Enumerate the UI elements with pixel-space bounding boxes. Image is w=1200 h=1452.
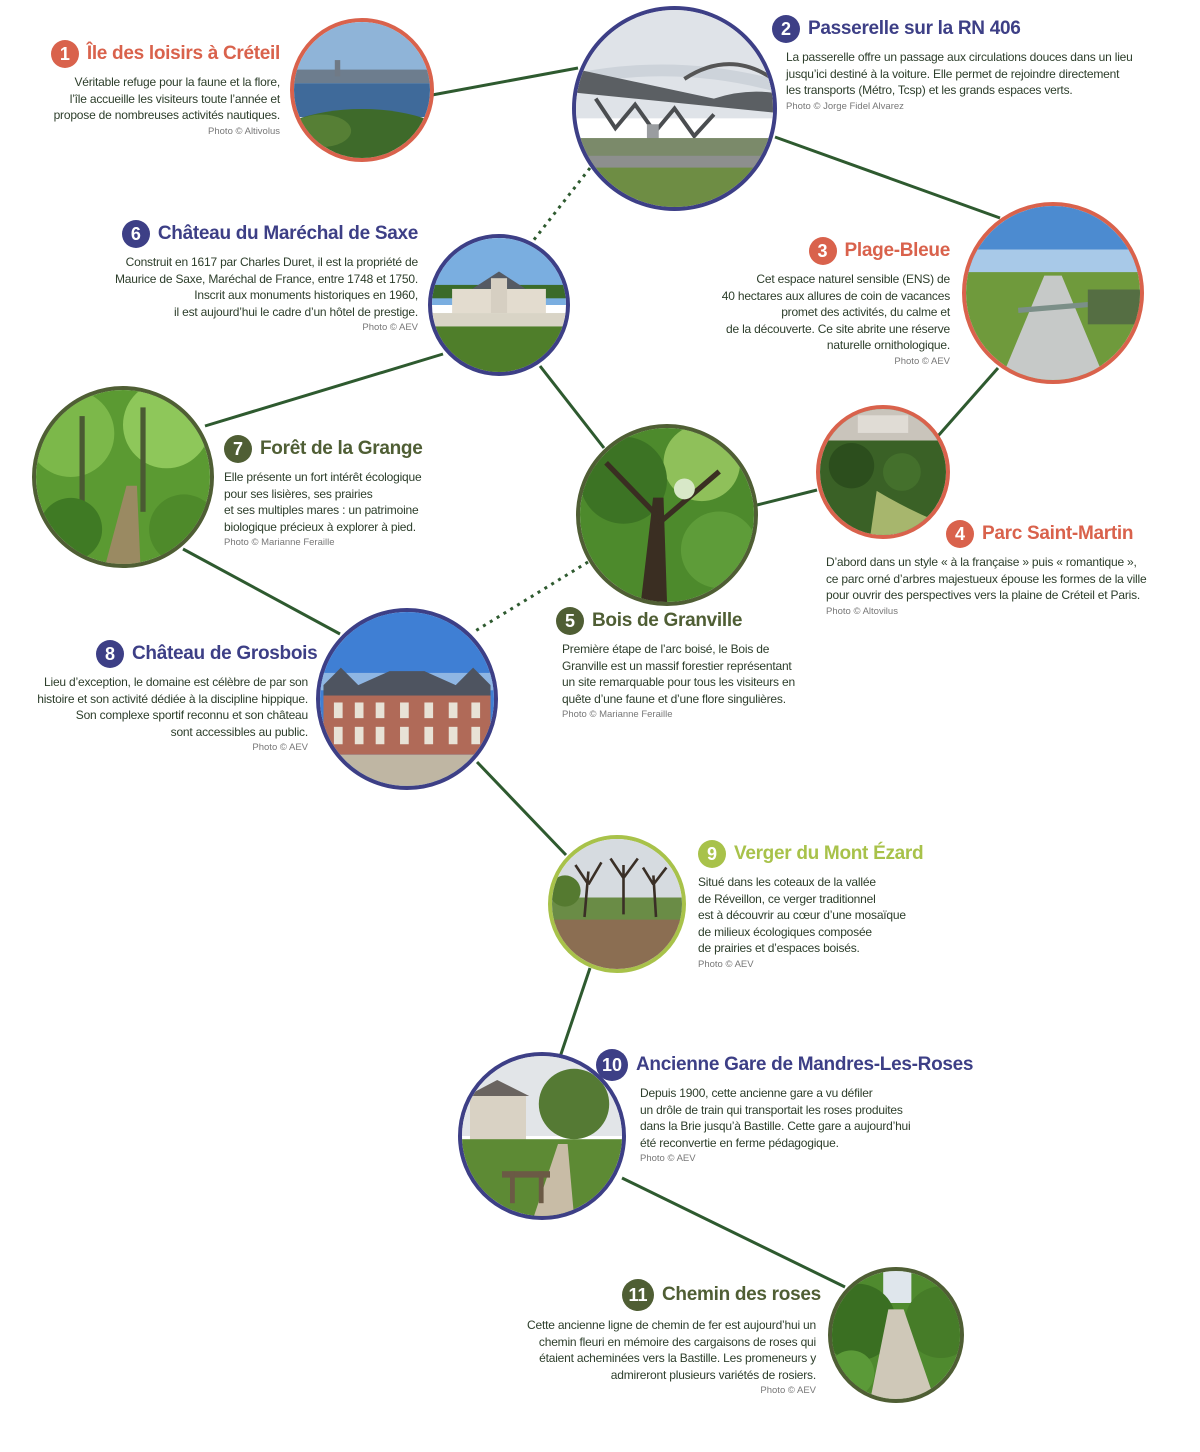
badge-5: 5	[556, 607, 584, 635]
site-4-title: Parc Saint-Martin	[982, 523, 1134, 544]
site-9-description: Situé dans les coteaux de la vallée de Réveillon, ce verger traditionnel est à découvrir au cœur d’une mosaïque de milieux écologiques composée de prairies et d’espaces boisés.	[698, 875, 906, 955]
site-11	[500, 1279, 821, 1396]
link-1-2	[432, 68, 578, 95]
site-8-title: Château de Grosbois	[132, 643, 318, 664]
site-4-description: D’abord dans un style « à la française » puis « romantique », ce parc orné d’arbres majestueux épouse les formes de la ville pour ouvrir des perspectives vers la plaine de Créteil et Paris.	[826, 555, 1147, 602]
badge-1: 1	[51, 40, 79, 68]
site-4	[826, 520, 1186, 617]
site-2-description: La passerelle offre un passage aux circulations douces dans un lieu jusqu’ici destiné à la voiture. Elle permet de rejoindre directement les transports (Métro, Tcsp) et les grands espaces verts.	[786, 50, 1133, 97]
badge-6: 6	[122, 220, 150, 248]
site-7	[224, 435, 484, 548]
site-5-description: Première étape de l’arc boisé, le Bois de Granville est un massif forestier représentant un site remarquable pour tous les visiteurs en quête d’une faune et d’une flore singulières.	[562, 642, 795, 706]
site-11-description: Cette ancienne ligne de chemin de fer est aujourd’hui un chemin fleuri en mémoire des cargaisons de roses qui étaient acheminées vers la Bastille. Les promeneurs y admireront plusieurs variétés de rosiers.	[527, 1318, 816, 1382]
site-10	[596, 1049, 976, 1164]
forest-canopy-photo	[576, 424, 758, 606]
site-9-title: Verger du Mont Ézard	[734, 843, 924, 864]
site-3-title: Plage-Bleue	[844, 240, 950, 261]
site-5	[556, 607, 836, 720]
chateau-saxe-photo	[428, 234, 570, 376]
park-aerial-photo	[816, 405, 950, 539]
site-6-description: Construit en 1617 par Charles Duret, il est la propriété de Maurice de Saxe, Maréchal de France, entre 1748 et 1750. Inscrit aux monuments historiques en 1960, il est aujourd’hui le cadre d’un hôtel de prestige.	[115, 255, 418, 319]
site-8-credit: Photo © AEV	[252, 742, 308, 753]
badge-2: 2	[772, 15, 800, 43]
site-4-credit: Photo © Altovilus	[826, 605, 898, 617]
site-10-credit: Photo © AEV	[640, 1153, 696, 1164]
site-7-title: Forêt de la Grange	[260, 438, 423, 459]
link-3-4	[938, 368, 998, 436]
site-11-title: Chemin des roses	[662, 1284, 821, 1305]
site-2-credit: Photo © Jorge Fidel Alvarez	[786, 100, 904, 112]
site-6-credit: Photo © AEV	[362, 322, 418, 333]
badge-10: 10	[596, 1049, 628, 1081]
site-1-description: Véritable refuge pour la faune et la flore, l’île accueille les visiteurs toute l’année et propose de nombreuses activités nautiques.	[53, 75, 280, 122]
link-9-10	[560, 968, 590, 1057]
site-3-description: Cet espace naturel sensible (ENS) de 40 hectares aux allures de coin de vacances promet des activités, du calme et de la découverte. Ce site abrite une réserve naturelle ornithologique.	[721, 272, 950, 352]
badge-9: 9	[698, 840, 726, 868]
badge-11: 11	[622, 1279, 654, 1311]
badge-8: 8	[96, 640, 124, 668]
site-3	[690, 237, 950, 367]
chateau-grosbois-photo	[316, 608, 498, 790]
badge-7: 7	[224, 435, 252, 463]
link-10-11	[622, 1178, 845, 1287]
site-10-description: Depuis 1900, cette ancienne gare a vu défiler un drôle de train qui transportait les roses produites dans la Brie jusqu’à Bastille. Cette gare a aujourd’hui été reconvertie en ferme pédagogique.	[640, 1086, 911, 1150]
site-9	[698, 840, 958, 970]
rose-path-photo	[828, 1267, 964, 1403]
site-7-credit: Photo © Marianne Feraille	[224, 537, 335, 548]
site-6-title: Château du Maréchal de Saxe	[157, 223, 418, 244]
badge-4: 4	[946, 520, 974, 548]
path-photo	[962, 202, 1144, 384]
site-1-title: Île des loisirs à Créteil	[86, 43, 280, 64]
site-3-credit: Photo © AEV	[894, 355, 950, 367]
site-7-description: Elle présente un fort intérêt écologique pour ses lisières, ses prairies et ses multiples mares : un patrimoine biologique précieux à explorer à pied.	[224, 470, 422, 534]
site-6	[70, 220, 418, 333]
site-1	[24, 40, 280, 137]
site-2	[772, 15, 1172, 112]
forest-trail-photo	[32, 386, 214, 568]
site-11-credit: Photo © AEV	[760, 1385, 816, 1396]
footbridge-photo	[572, 6, 777, 211]
orchard-photo	[548, 835, 686, 973]
site-5-title: Bois de Granville	[592, 610, 743, 631]
site-9-credit: Photo © AEV	[698, 958, 754, 970]
badge-3: 3	[809, 237, 837, 265]
link-8-9	[477, 762, 566, 855]
link-2-6-dotted	[533, 168, 590, 241]
site-10-title: Ancienne Gare de Mandres-Les-Roses	[636, 1054, 974, 1075]
link-7-8	[183, 549, 340, 634]
site-8	[10, 640, 318, 753]
site-1-credit: Photo © Altivolus	[208, 125, 280, 137]
link-2-3	[775, 137, 1000, 218]
link-6-7	[205, 354, 443, 426]
lake-photo	[290, 18, 434, 162]
site-2-title: Passerelle sur la RN 406	[808, 18, 1021, 39]
link-4-5	[757, 490, 817, 505]
site-8-description: Lieu d’exception, le domaine est célèbre de par son histoire et son activité dédiée à la discipline hippique. Son complexe sportif reconnu et son château sont accessibles au public.	[37, 675, 308, 739]
link-5-6	[540, 366, 604, 448]
site-5-credit: Photo © Marianne Feraille	[562, 709, 673, 720]
